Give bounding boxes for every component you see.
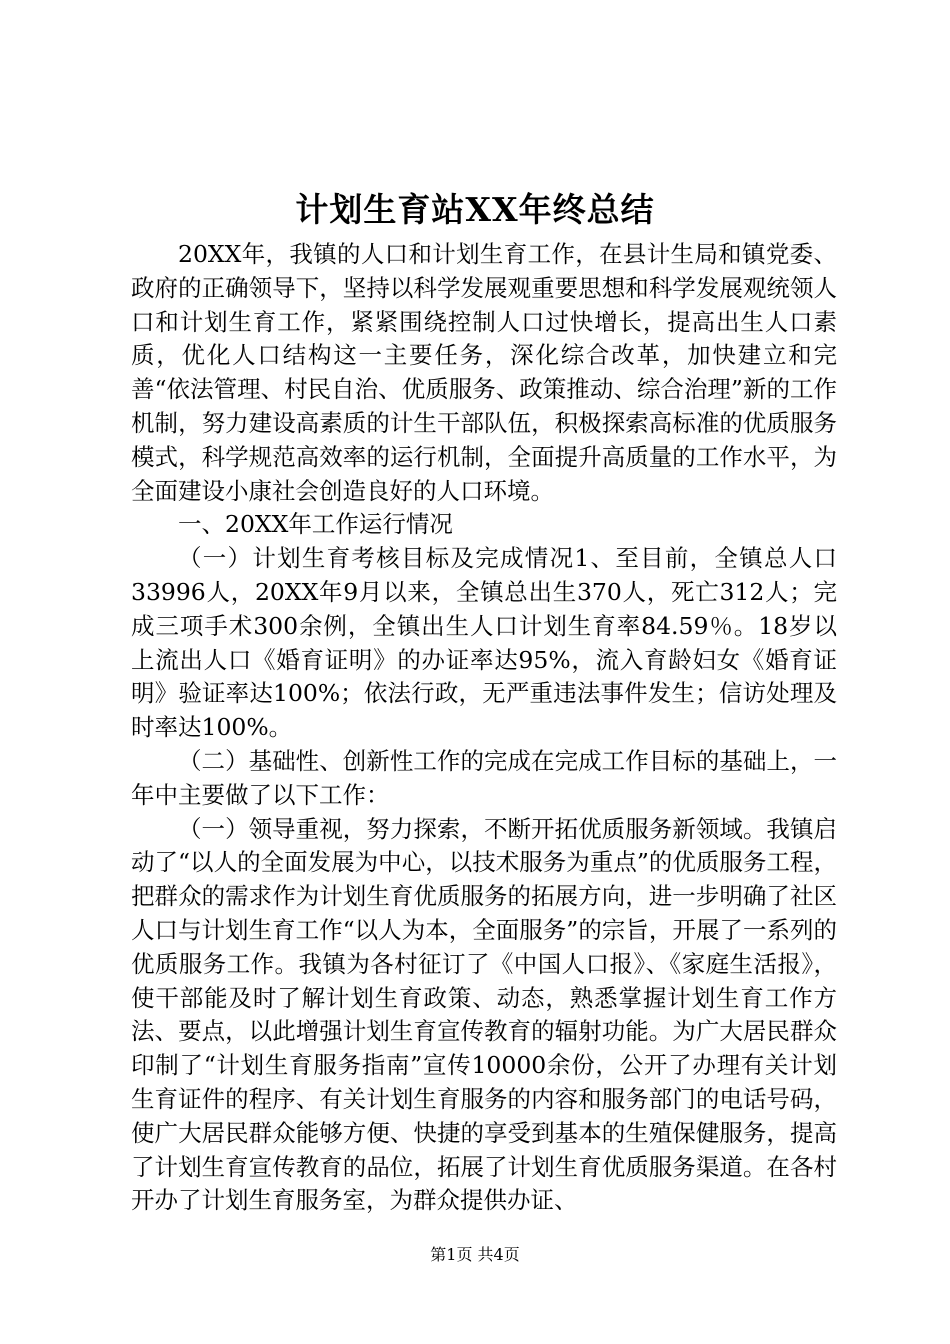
paragraph-section-heading: 一、20XX年工作运行情况 bbox=[178, 510, 453, 539]
paragraph-leadership: （一）领导重视，努力探索，不断开拓优质服务新领域。我镇启动了“以人的全面发展为中心，以技术服务为重点”的优质服务工程，把群众的需求作为计划生育优质服务的拓展方向，进一步明确了社区人口与计划生育工作“以人为本，全面服务”的宗旨，开展了一系列的优质服务工作。我镇为各村征订了《中国人口报》、《家庭生活报》，使干部能及时了解计划生育政策、动态，熟悉掌握计划生育工作方法、要点，以此增强计划生育宣传教育的辐射功能。为广大居民群众印制了“计划生育服务指南”宣传10000余份，公开了办理有关计划生育证件的程序、有关计划生育服务的内容和服务部门的电话号码，使广大居民群众能够方便、快捷的享受到基本的生殖保健服务，提高了计划生育宣传教育的品位，拓展了计划生育优质服务渠道。在各村开办了计划生育服务室，为群众提供办证、 bbox=[131, 814, 837, 1215]
paragraph-targets: （一）计划生育考核目标及完成情况1、至目前，全镇总人口33996人，20XX年9月以来，全镇总出生370人，死亡312人；完成三项手术300余例，全镇出生人口计划生育率84.59％。18岁以上流出人口《婚育证明》的办证率达95%，流入育龄妇女《婚育证明》验证率达100%；依法行政，无严重违法事件发生；信访处理及时率达100%。 bbox=[131, 544, 837, 742]
paragraph-intro: 20XX年，我镇的人口和计划生育工作，在县计生局和镇党委、政府的正确领导下，坚持以科学发展观重要思想和科学发展观统领人口和计划生育工作，紧紧围绕控制人口过快增长，提高出生人口素质，优化人口结构这一主要任务，深化综合改革，加快建立和完善“依法管理、村民自治、优质服务、政策推动、综合治理”新的工作机制，努力建设高素质的计生干部队伍，积极探索高标准的优质服务模式，科学规范高效率的运行机制，全面提升高质量的工作水平，为全面建设小康社会创造良好的人口环境。 bbox=[131, 240, 837, 505]
paragraph-basic-work: （二）基础性、创新性工作的完成在完成工作目标的基础上，一年中主要做了以下工作： bbox=[131, 746, 837, 809]
document-title: 计划生育站XX年终总结 bbox=[295, 190, 655, 229]
document-body bbox=[131, 238, 837, 1218]
page-footer: 第1页 共4页 bbox=[430, 1245, 520, 1264]
